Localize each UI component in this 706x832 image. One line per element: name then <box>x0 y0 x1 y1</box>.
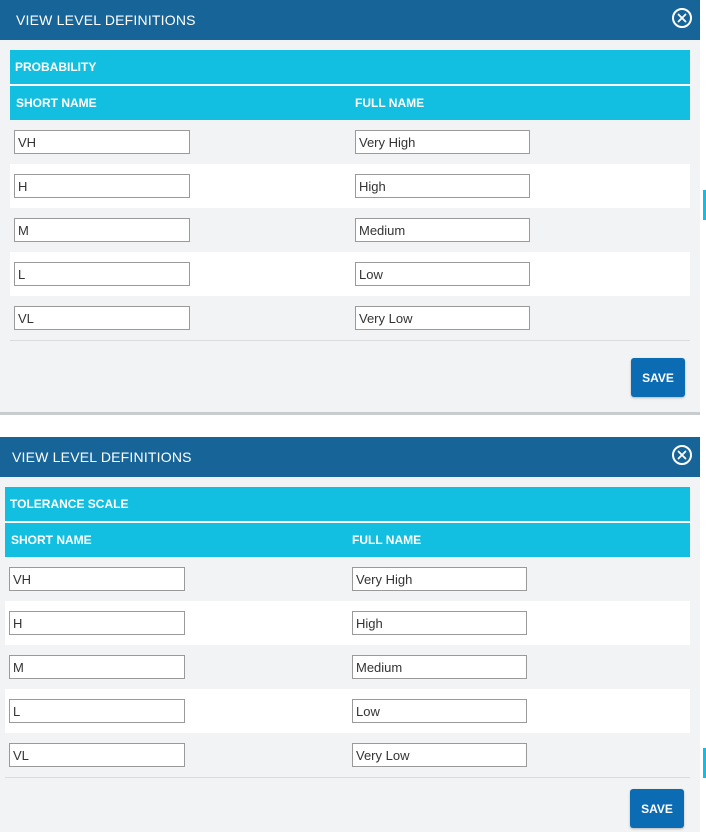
full-name-input[interactable] <box>355 130 530 154</box>
save-button[interactable]: SAVE <box>630 789 684 828</box>
column-header-short-name: SHORT NAME <box>16 96 97 110</box>
level-definitions-dialog-probability <box>0 0 700 415</box>
category-header: PROBABILITY <box>10 50 690 86</box>
dialog-title: VIEW LEVEL DEFINITIONS <box>16 12 196 28</box>
dialog-titlebar <box>0 0 700 40</box>
table-row <box>5 601 690 645</box>
column-header-full-name: FULL NAME <box>355 96 425 110</box>
full-name-input[interactable] <box>352 655 527 679</box>
short-name-input[interactable] <box>14 218 190 242</box>
table-divider <box>5 777 690 778</box>
column-header-row <box>5 523 690 557</box>
close-icon[interactable] <box>672 445 692 465</box>
dialog-title: VIEW LEVEL DEFINITIONS <box>12 449 192 465</box>
full-name-input[interactable] <box>352 743 527 767</box>
full-name-input[interactable] <box>352 699 527 723</box>
definitions-table <box>10 50 690 341</box>
full-name-input[interactable] <box>355 262 530 286</box>
short-name-input[interactable] <box>9 567 185 591</box>
level-definitions-dialog-tolerance <box>0 437 700 832</box>
table-row <box>5 689 690 733</box>
short-name-input[interactable] <box>9 699 185 723</box>
full-name-input[interactable] <box>355 306 530 330</box>
save-button[interactable]: SAVE <box>631 358 685 397</box>
short-name-input[interactable] <box>9 611 185 635</box>
short-name-input[interactable] <box>14 130 190 154</box>
column-header-row <box>10 86 690 120</box>
table-row <box>10 252 690 296</box>
table-row <box>5 733 690 777</box>
full-name-input[interactable] <box>355 174 530 198</box>
close-icon[interactable] <box>672 8 692 28</box>
table-divider <box>10 340 690 341</box>
short-name-input[interactable] <box>14 174 190 198</box>
short-name-input[interactable] <box>14 262 190 286</box>
table-row <box>5 645 690 689</box>
category-header: TOLERANCE SCALE <box>5 487 690 523</box>
table-row <box>5 557 690 601</box>
column-header-full-name: FULL NAME <box>352 533 422 547</box>
table-row <box>10 120 690 164</box>
column-header-short-name: SHORT NAME <box>11 533 92 547</box>
dialog-titlebar <box>0 437 700 477</box>
short-name-input[interactable] <box>9 743 185 767</box>
full-name-input[interactable] <box>352 611 527 635</box>
table-row <box>10 164 690 208</box>
table-row <box>10 296 690 340</box>
full-name-input[interactable] <box>352 567 527 591</box>
definitions-table <box>5 487 690 778</box>
full-name-input[interactable] <box>355 218 530 242</box>
short-name-input[interactable] <box>14 306 190 330</box>
table-row <box>10 208 690 252</box>
short-name-input[interactable] <box>9 655 185 679</box>
